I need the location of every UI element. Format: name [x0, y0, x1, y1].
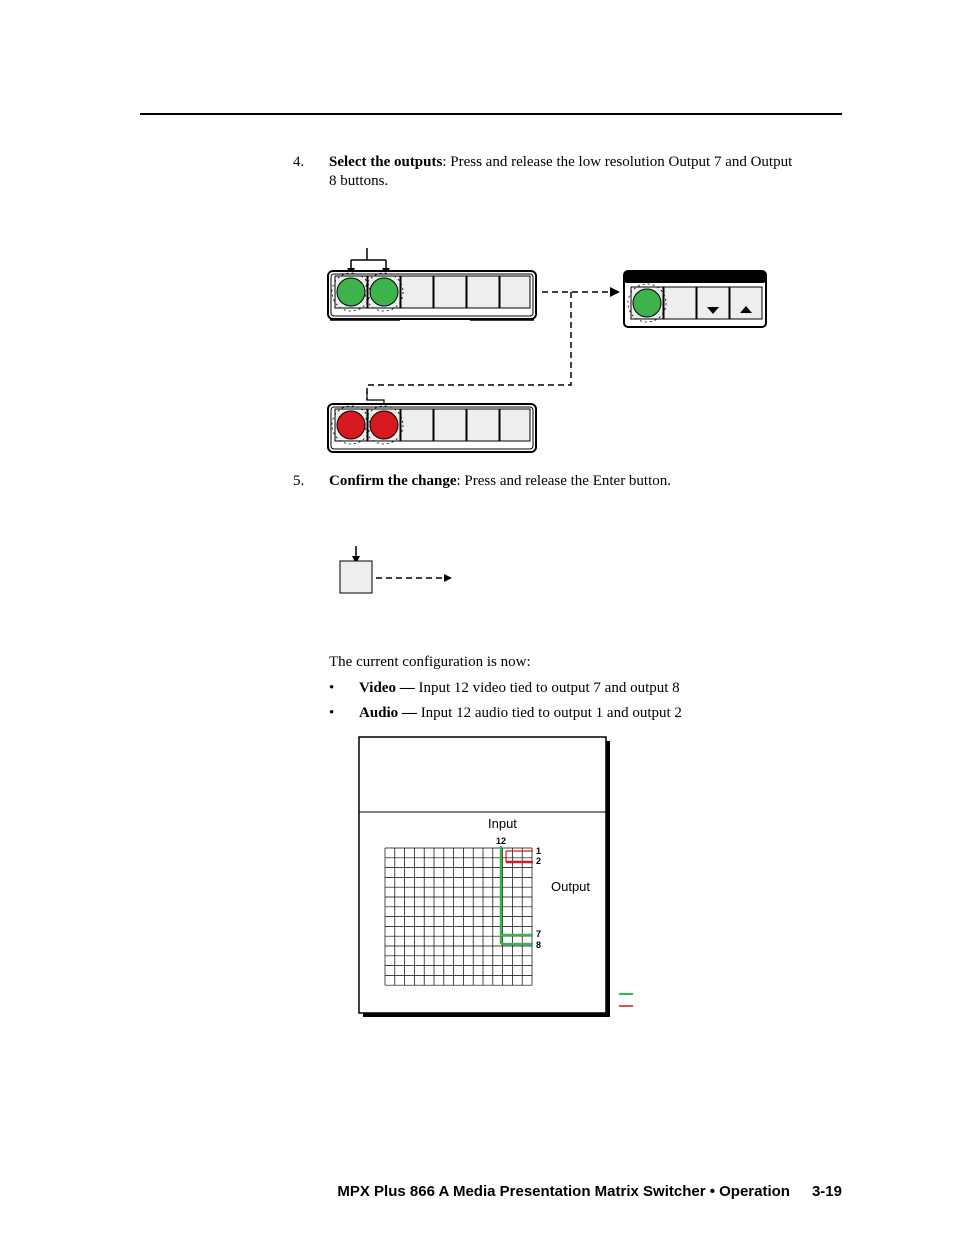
step-4-body: : Press and release the low resolution Output 7 and Output 8 buttons. [329, 154, 793, 189]
input-12-label: 12 [496, 836, 507, 846]
output-2-label: 2 [536, 856, 542, 866]
output-8-audio-button[interactable] [370, 411, 398, 439]
step-4-heading: Select the outputs [329, 154, 443, 170]
step-4-text [329, 153, 799, 191]
header-rule [140, 113, 842, 115]
matrix-figure [355, 733, 645, 1023]
output-8-label: 8 [536, 940, 542, 950]
step-5-heading: Confirm the change [329, 473, 457, 489]
output-7-video-button[interactable] [337, 278, 365, 306]
audio-config-text: Input 12 audio tied to output 1 and output 2 [416, 705, 682, 721]
output-8-video-button[interactable] [370, 278, 398, 306]
enter-button-lit[interactable] [633, 289, 661, 317]
page-footer [300, 1183, 842, 1200]
enter-figure [330, 542, 460, 598]
video-config-label: Video — [359, 680, 415, 696]
step-5-text [329, 472, 799, 491]
enter-button[interactable] [340, 561, 372, 593]
output-select-figure [320, 240, 780, 460]
step-5-number: 5. [293, 473, 305, 489]
audio-output-panel [328, 404, 536, 452]
config-intro: The current configuration is now: [329, 654, 531, 670]
step-4-number: 4. [293, 154, 305, 170]
up-button[interactable] [730, 287, 762, 319]
audio-config-line [359, 704, 682, 723]
input-label: Input [488, 816, 517, 831]
output-7-audio-button[interactable] [337, 411, 365, 439]
step-5-body: : Press and release the Enter button. [456, 473, 672, 489]
audio-bullet: • [329, 705, 335, 721]
audio-config-label: Audio — [359, 705, 417, 721]
output-7-label: 7 [536, 929, 542, 939]
footer-title: MPX Plus 866 A Media Presentation Matrix Switcher • Operation [337, 1183, 790, 1200]
control-panel [624, 271, 766, 327]
output-1-label: 1 [536, 846, 542, 856]
down-button[interactable] [697, 287, 729, 319]
video-config-line [359, 679, 680, 698]
video-bullet: • [329, 680, 335, 696]
page-number: 3-19 [811, 1183, 842, 1200]
output-label: Output [551, 879, 591, 894]
video-output-panel [328, 271, 536, 320]
video-config-text: Input 12 video tied to output 7 and output 8 [414, 680, 680, 696]
